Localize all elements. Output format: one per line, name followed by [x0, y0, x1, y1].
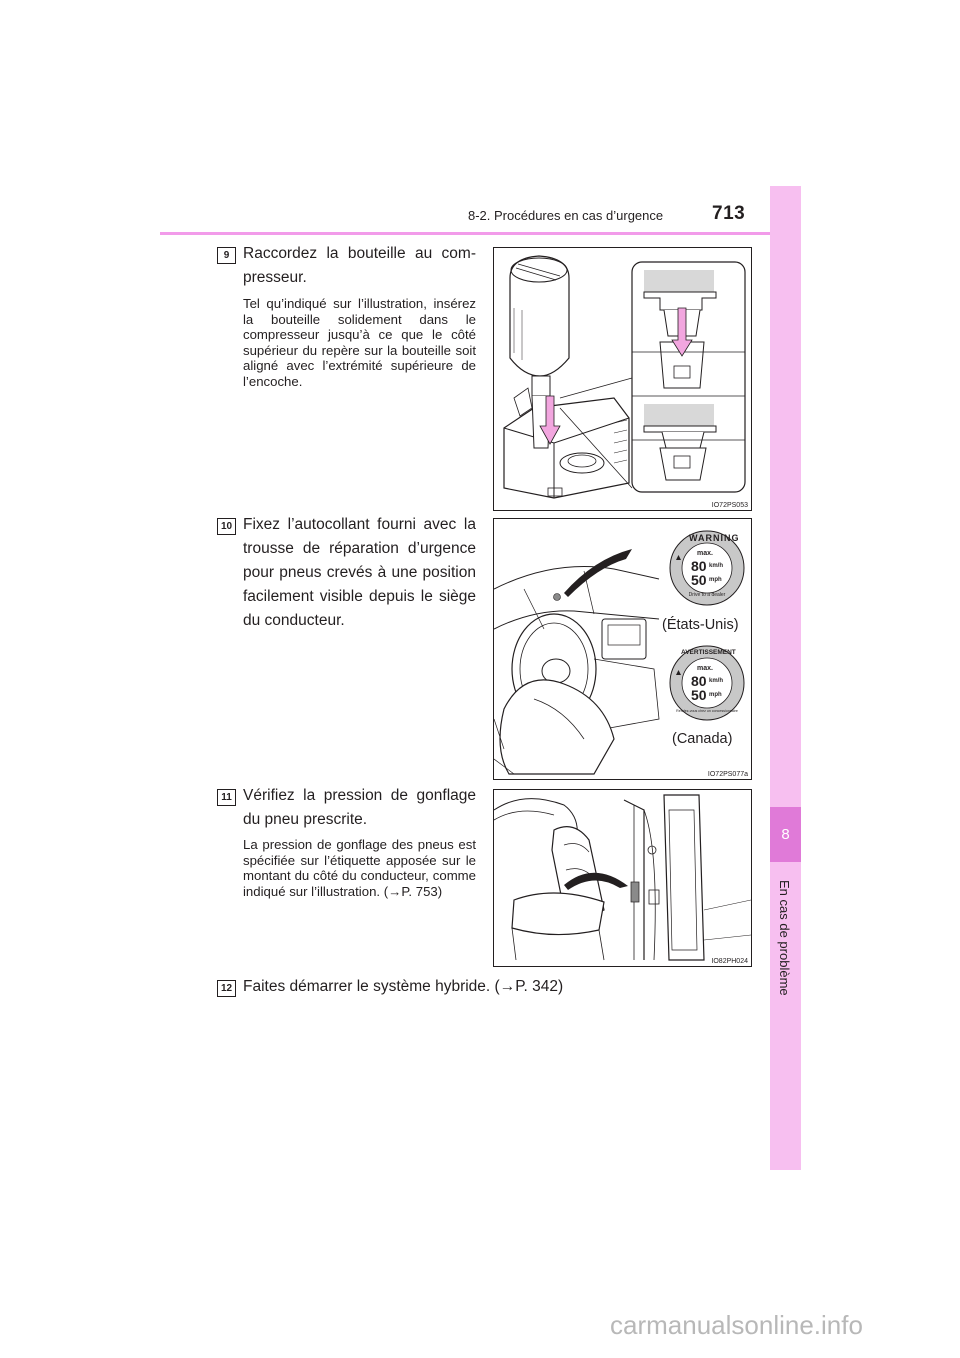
step-number-10: 10 [217, 518, 236, 535]
figure-pressure-label [493, 789, 752, 967]
step-number-11: 11 [217, 789, 236, 806]
sticker-us-mph: 50 [691, 572, 707, 588]
sticker-canada [669, 645, 745, 721]
sticker-us-ring-bottom: Drive to a dealer [688, 592, 726, 598]
label-us: (États-Unis) [662, 617, 739, 633]
step-11-instruction: Vérifiez la pression de gonflage du pneu prescrite. [243, 787, 476, 828]
sticker-us-kmh: 80 [691, 558, 707, 574]
step-10-instruction: Fixez l’autocollant fourni avec la trousse de réparation d’urgence pour pneus crevés à une position facilement visible depuis le siège du conducteur. [243, 516, 476, 629]
step-9-instruction: Raccordez la bouteille au com-presseur. [243, 245, 476, 286]
step-12-instruction: Faites démarrer le système hybride. (→P. 342) [243, 978, 564, 995]
sticker-us-mph-unit: mph [709, 577, 722, 583]
step-number-12: 12 [217, 980, 236, 997]
sticker-canada-ring-bottom: Rendez-vous chez un concessionnaire [676, 709, 738, 713]
bottle-compressor-illustration [494, 248, 751, 510]
chapter-side-tab [770, 186, 801, 1170]
sticker-us-kmh-unit: km/h [709, 563, 724, 569]
sticker-us [669, 530, 745, 606]
sticker-canada-ring-text: AVERTISSEMENT [681, 649, 736, 656]
figure-code: IO72PS077a [707, 771, 748, 778]
figure-code: IO72PS053 [711, 502, 748, 509]
chapter-title: En cas de problème [777, 880, 792, 996]
page-number: 713 [712, 203, 746, 224]
header-rule [160, 232, 801, 235]
chapter-title-vertical [770, 880, 801, 1000]
sticker-canada-mph: 50 [691, 687, 707, 703]
sticker-canada-kmh: 80 [691, 673, 707, 689]
figure-sticker-placement [493, 518, 752, 780]
sticker-us-ring-text: WARNING [689, 533, 740, 543]
chapter-number: 8 [781, 826, 790, 843]
sticker-canada-kmh-unit: km/h [709, 678, 724, 684]
header-section-title: 8-2. Procédures en cas d’urgence [468, 208, 664, 223]
label-canada: (Canada) [672, 731, 733, 747]
step-number-9: 9 [217, 247, 236, 264]
figure-code: IO82PH024 [711, 958, 748, 965]
sticker-us-max: max. [697, 550, 713, 557]
footer-watermark: carmanualsonline.info [610, 1310, 863, 1340]
driver-seat-illustration [494, 790, 751, 966]
step-11-detail: La pression de gonflage des pneus est spécifiée sur l’étiquette apposée sur le montant du côté du conducteur, comme indiqué sur l’illustration. (→P. 753) [243, 837, 476, 899]
sticker-canada-max: max. [697, 665, 713, 672]
figure-bottle-compressor [493, 247, 752, 511]
sticker-canada-mph-unit: mph [709, 692, 722, 698]
step-9-detail: Tel qu’indiqué sur l’illustration, insérez la bouteille solidement dans le compresseur jusqu’à ce que le côté supérieur du repère sur la bouteille soit aligné avec l’extrémité supérieure de l’encoche. [243, 296, 476, 389]
chapter-number-block [770, 807, 801, 862]
